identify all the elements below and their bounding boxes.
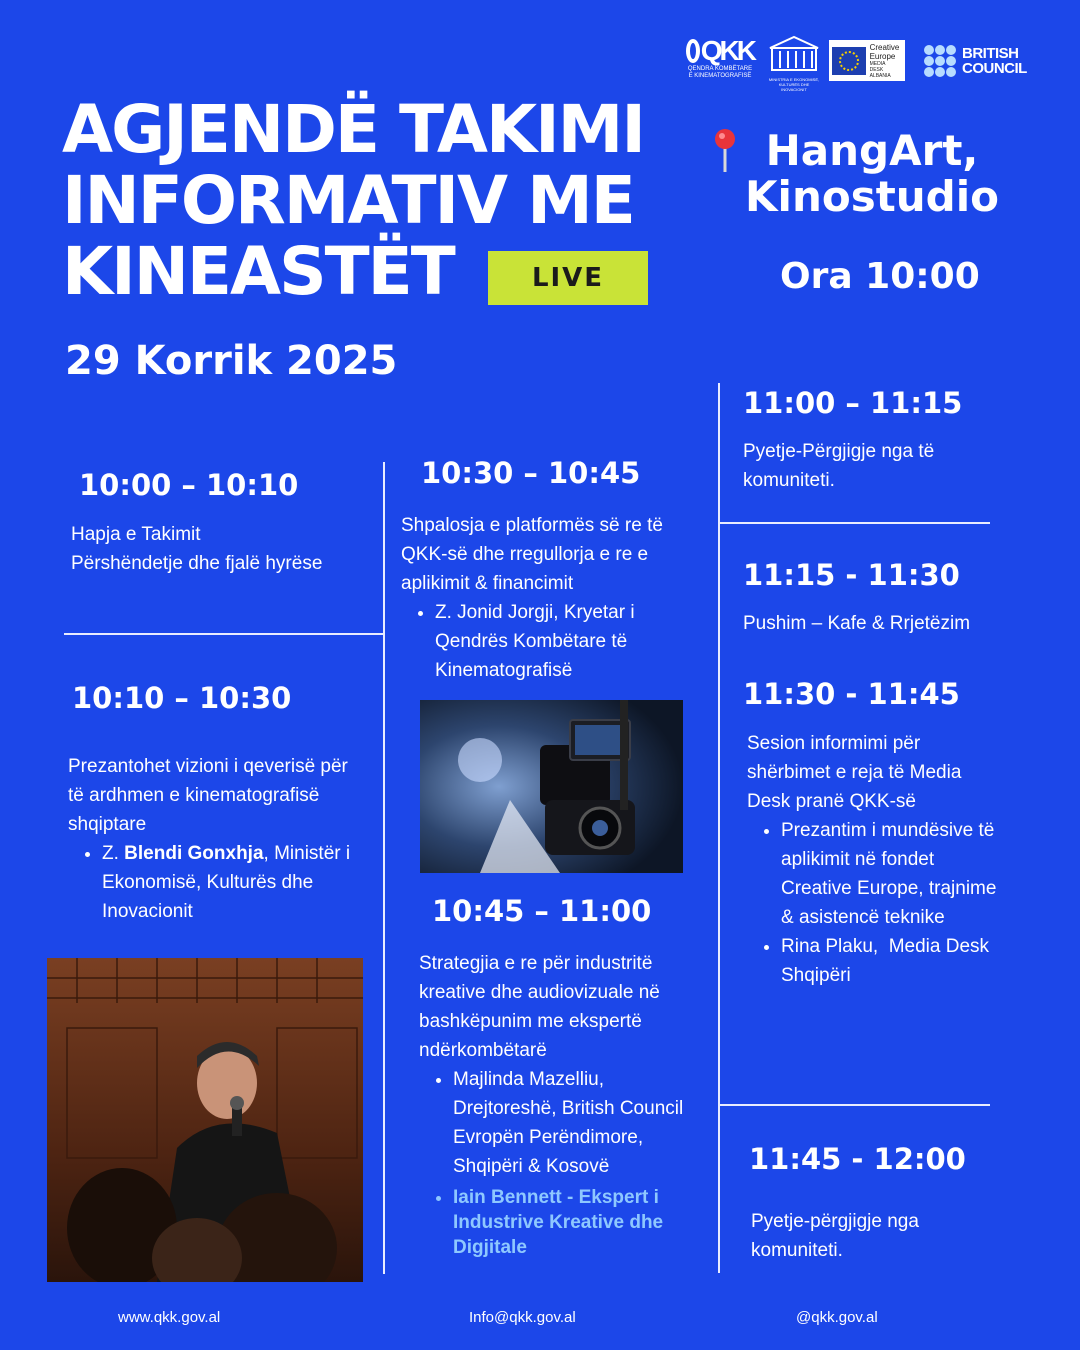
footer-website[interactable]: www.qkk.gov.al	[118, 1309, 221, 1326]
camera-photo	[420, 700, 683, 873]
column-divider-left	[383, 462, 385, 1274]
session-2-speaker: • Z. Blendi Gonxhja, Ministër i Ekonomisë, Kulturës dhe Inovacionit	[102, 839, 353, 926]
session-1-line-1: Hapja e Takimit	[71, 524, 201, 545]
footer-social[interactable]: @qkk.gov.al	[796, 1309, 878, 1326]
session-1-line-2: Përshëndetje dhe fjalë hyrëse	[71, 553, 323, 574]
session-2-description: Prezantohet vizioni i qeverisë për të ardhmen e kinematografisë shqiptare	[68, 756, 348, 835]
session-3-speaker: • Z. Jonid Jorgji, Kryetar i Qendrës Kombëtare të Kinematografisë	[435, 598, 701, 685]
venue	[722, 128, 1022, 220]
venue-line-1: HangArt,	[765, 126, 979, 175]
column-divider-right	[718, 383, 720, 1273]
session-4-time: 10:45 – 11:00	[432, 894, 652, 928]
session-4-description: Strategjia e re për industritë kreative dhe audiovizuale në bashkëpunim me ekspertë ndërkombëtarë	[419, 953, 660, 1061]
bc-line1: BRITISH	[962, 45, 1019, 62]
session-4-text	[419, 949, 709, 1260]
session-7-text	[747, 729, 1002, 990]
venue-line-2: Kinostudio	[745, 172, 999, 221]
creative-europe-logo	[829, 40, 905, 81]
qkk-logo-mark: QKK	[700, 35, 754, 66]
bc-line2: COUNCIL	[962, 60, 1027, 77]
session-1-text	[71, 520, 371, 578]
session-7-time: 11:30 - 11:45	[743, 677, 960, 711]
session-5-time: 11:00 – 11:15	[743, 386, 963, 420]
qkk-logo-ring	[686, 39, 700, 63]
title-line-1: AGJENDË TAKIMI	[62, 91, 644, 168]
start-time: Ora 10:00	[780, 256, 980, 297]
ce-line3: MEDIA	[869, 60, 886, 67]
camera-photo-image	[420, 700, 683, 873]
eu-flag-icon	[832, 47, 866, 75]
event-date: 29 Korrik 2025	[65, 338, 398, 384]
qkk-logo-caption: QENDRA KOMBËTARE E KINEMATOGRAFISË	[687, 66, 753, 79]
session-5-text: Pyetje-Përgjigje nga të komuniteti.	[743, 441, 935, 491]
session-7-speaker: • Rina Plaku, Media Desk Shqipëri	[781, 932, 1002, 990]
session-2-speaker-name: Blendi Gonxhja	[124, 843, 264, 864]
speaker-photo	[47, 958, 363, 1282]
footer-email[interactable]: Info@qkk.gov.al	[469, 1309, 576, 1326]
session-1-time: 10:00 – 10:10	[79, 468, 299, 502]
session-3-text	[401, 511, 701, 685]
live-badge: LIVE	[488, 251, 648, 305]
speaker-photo-image	[47, 958, 363, 1282]
ministry-logo	[768, 34, 820, 92]
ce-line4: DESK ALBANIA	[869, 66, 891, 79]
british-council-logo	[924, 44, 1040, 78]
title-line-2: INFORMATIV ME	[62, 162, 634, 239]
row-divider-right-1	[718, 522, 990, 524]
session-3-time: 10:30 – 10:45	[421, 456, 641, 490]
session-2-text	[68, 752, 353, 926]
session-6-text: Pushim – Kafe & Rrjetëzim	[743, 613, 971, 634]
row-divider-right-2	[718, 1104, 990, 1106]
row-divider-left	[64, 633, 384, 635]
session-8-time: 11:45 - 12:00	[749, 1142, 966, 1176]
ministry-building-icon	[768, 34, 820, 72]
session-4-speaker-1: • Majlinda Mazelliu, Drejtoreshë, British Council Evropën Perëndimore, Shqipëri & Kosovë	[453, 1065, 709, 1181]
session-8-text: Pyetje-përgjigje nga komuniteti.	[751, 1211, 919, 1261]
session-7-item-1: • Prezantim i mundësive të aplikimit në fondet Creative Europe, trajnime & asistencë teknike	[781, 816, 1002, 932]
title-line-3: KINEASTËT	[62, 233, 454, 310]
ce-line2: Europe	[869, 51, 896, 61]
session-6-time: 11:15 - 11:30	[743, 558, 960, 592]
session-4-speaker-2: • Iain Bennett - Ekspert i Industrive Kreative dhe Digjitale	[453, 1185, 709, 1260]
session-3-description: Shpalosja e platformës së re të QKK-së dhe rregullorja e re e aplikimit & financimit	[401, 515, 663, 594]
session-7-description: Sesion informimi për shërbimet e reja të Media Desk pranë QKK-së	[747, 733, 962, 812]
qkk-logo	[686, 35, 754, 84]
session-2-time: 10:10 – 10:30	[72, 681, 292, 715]
ce-line1: Creative	[869, 42, 900, 52]
british-council-dots-icon	[924, 45, 956, 77]
ministry-logo-caption: MINISTRIA E EKONOMISË, KULTURËS DHE INOVACIONIT	[768, 77, 820, 92]
